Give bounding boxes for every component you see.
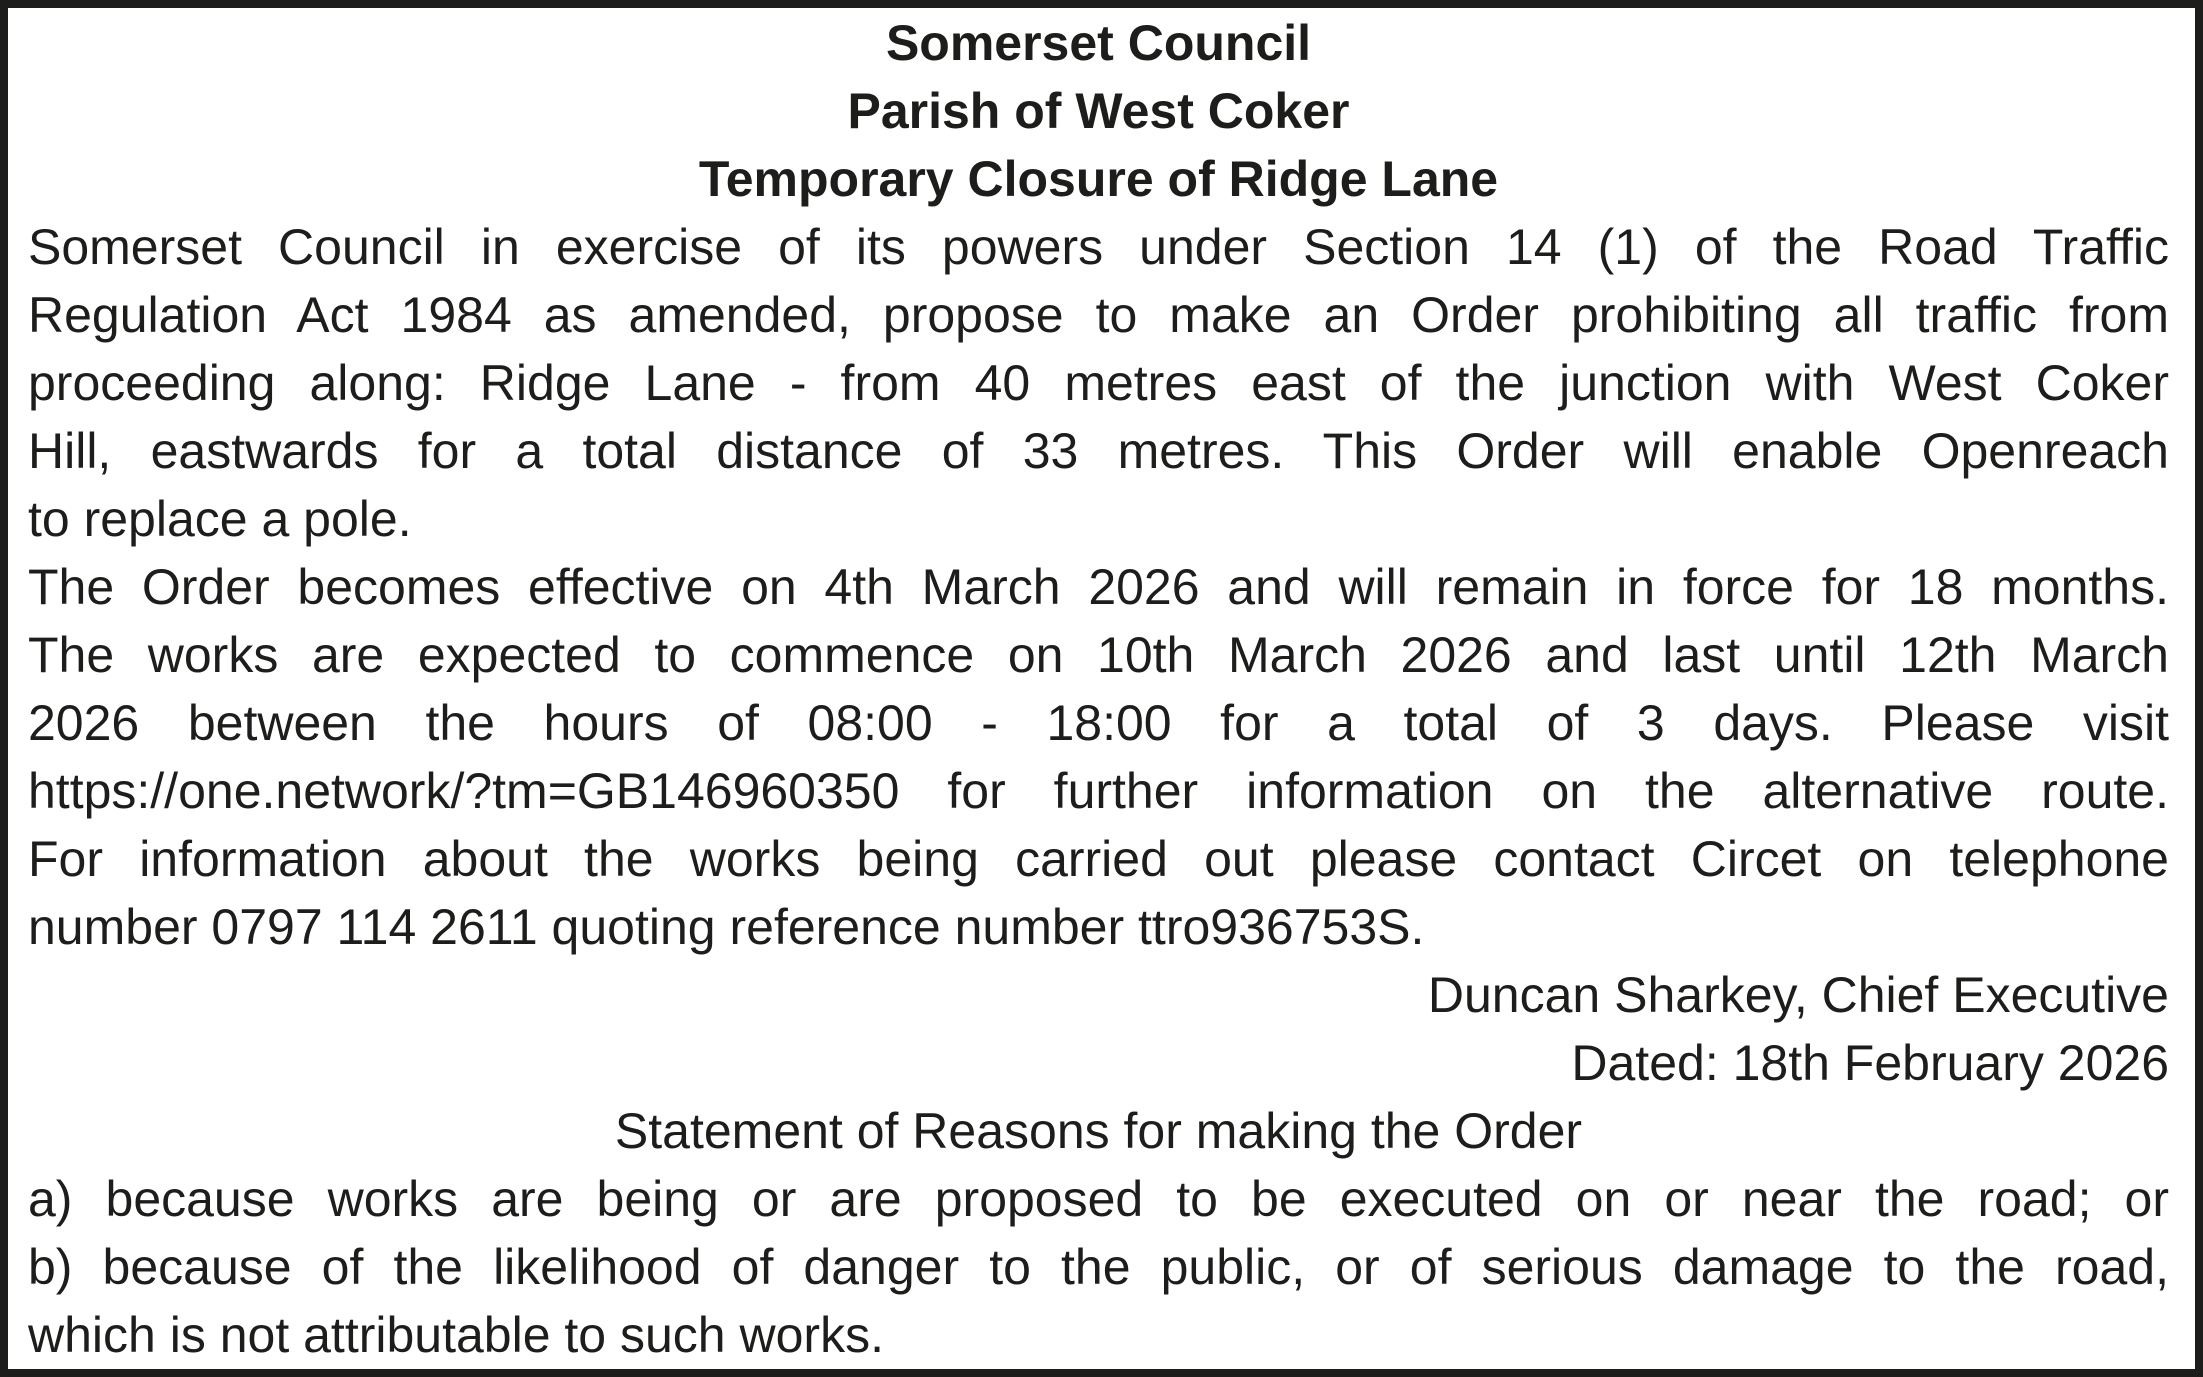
schedule-paragraph: [28, 553, 2169, 961]
schedule-paragraph-reference-line: number 0797 114 2611 quoting reference number ttro936753S.: [28, 899, 1425, 955]
signatory-name: Duncan Sharkey, Chief Executive: [1427, 967, 2169, 1023]
dated-line: Dated: 18th February 2026: [1571, 1035, 2169, 1091]
notice-council-title: Somerset Council: [885, 15, 1312, 71]
reason-b-continuation-line: which is not attributable to such works.: [28, 1307, 884, 1363]
reason-a-line: a) because works are being or are proposed to be executed on or near the road; or: [28, 1171, 2169, 1227]
schedule-paragraph-line: 2026 between the hours of 08:00 - 18:00 for a total of 3 days. Please visit: [28, 695, 2169, 751]
order-paragraph-line: Somerset Council in exercise of its powers under Section 14 (1) of the Road Traffic: [28, 219, 2169, 275]
schedule-paragraph-line: The Order becomes effective on 4th March 2026 and will remain in force for 18 months.: [28, 559, 2169, 615]
order-paragraph-line: Hill, eastwards for a total distance of 33 metres. This Order will enable Openreach: [28, 423, 2169, 479]
schedule-paragraph-line: For information about the works being carried out please contact Circet on telephone: [28, 831, 2169, 887]
order-paragraph-line: Regulation Act 1984 as amended, propose to make an Order prohibiting all traffic from: [28, 287, 2169, 343]
reasons-heading: Statement of Reasons for making the Order: [614, 1103, 1583, 1159]
notice-parish-title: Parish of West Coker: [847, 83, 1350, 139]
order-paragraph-line: proceeding along: Ridge Lane - from 40 metres east of the junction with West Coker: [28, 355, 2169, 411]
schedule-paragraph-url-line: https://one.network/?tm=GB146960350 for further information on the alternative route.: [28, 763, 2169, 819]
order-paragraph: [28, 213, 2169, 553]
reason-b-line: b) because of the likelihood of danger to the public, or of serious damage to the road,: [28, 1239, 2169, 1295]
schedule-paragraph-line: The works are expected to commence on 10th March 2026 and last until 12th March: [28, 627, 2169, 683]
order-paragraph-line: to replace a pole.: [28, 491, 412, 547]
notice-closure-title: Temporary Closure of Ridge Lane: [698, 151, 1499, 207]
